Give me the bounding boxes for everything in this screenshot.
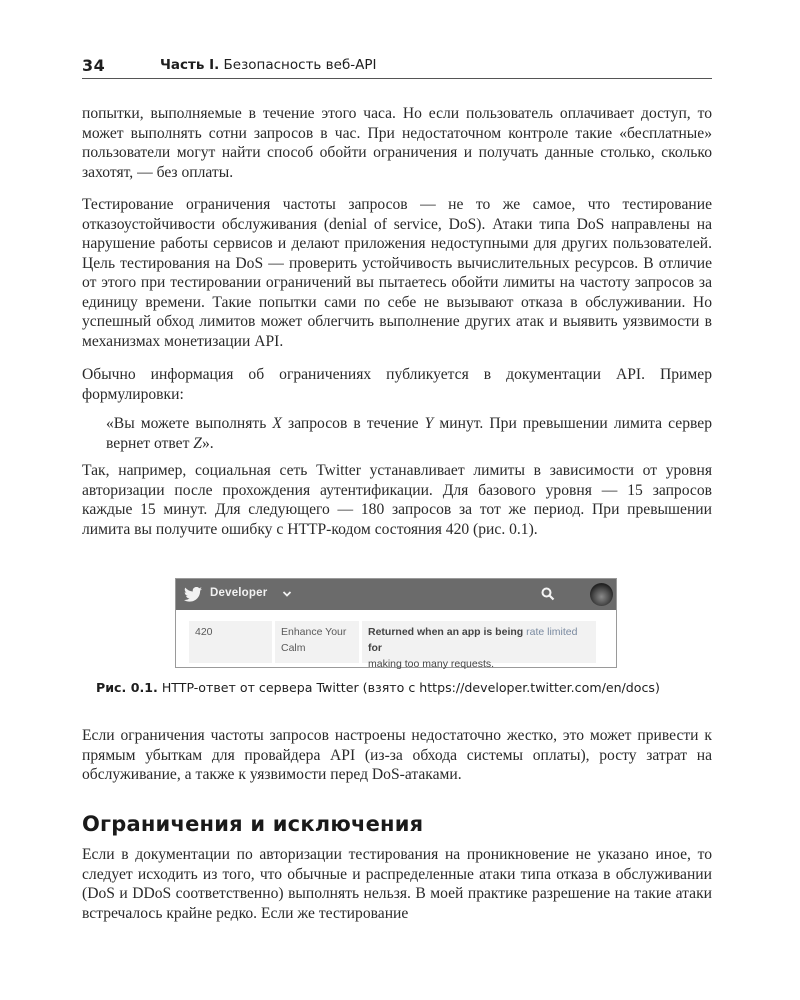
- paragraph-1: [82, 104, 712, 182]
- status-name-line: Enhance Your: [281, 626, 347, 638]
- quote-variable-y: Y: [424, 415, 434, 432]
- rate-limited-link[interactable]: rate limited: [526, 626, 578, 638]
- quote-text: «Вы можете выполнять: [106, 415, 273, 432]
- paragraph-2: [82, 195, 712, 351]
- section-heading: Ограничения и исключения: [82, 812, 424, 836]
- running-head: [160, 57, 377, 73]
- part-title: Безопасность веб-API: [223, 57, 377, 73]
- figure-caption: [96, 680, 660, 695]
- paragraph-6: [82, 845, 712, 923]
- status-name-line: Calm: [281, 642, 306, 654]
- page-header: [82, 56, 712, 79]
- status-code-cell: 420: [189, 621, 272, 663]
- quote-text: ».: [201, 434, 214, 452]
- twitter-bird-icon: [184, 587, 202, 602]
- developer-brand-label[interactable]: Developer: [210, 587, 268, 599]
- paragraph-text: Так, например, социальная сеть Twitter устанавливает лимиты в зависимости от уровня авторизации после прохождения аутентификации. Для базового уровня — 15 запросов каждые 15 минут. Для следующего — 180 запросов за тот же период. При превышении лимита вы получите ошибку с HTTP-кодом состояния 420 (рис. 0.1).: [82, 462, 712, 538]
- status-description-cell: [362, 621, 596, 670]
- quote-variable-z: Z: [193, 434, 202, 452]
- quote-variable-x: X: [272, 415, 282, 432]
- paragraph-text: попытки, выполняемые в течение этого часа. Но если пользователь оплачивает доступ, то может выполнять сотни запросов в час. При недостаточном контроле такие «бесплатные» пользователи могут найти способ обойти ограничения и получать данные столько, сколько захотят, — без оплаты.: [82, 105, 712, 181]
- description-text: Returned when an app is being: [368, 626, 524, 638]
- paragraph-text: Если ограничения частоты запросов настроены недостаточно жестко, это может привести к прямым убыткам для провайдера API (из-за обхода системы оплаты), росту затрат на обслуживание, а также к уязвимости перед DoS-атаками.: [82, 727, 712, 783]
- part-label: Часть I.: [160, 57, 220, 73]
- description-text: for: [368, 642, 382, 654]
- quote-text: минут. При превышении лимита сервер вернет ответ: [106, 415, 712, 452]
- paragraph-text: Если в документации по авторизации тестирования на проникновение не указано иное, то следует исходить из того, что обычные и распределенные атаки типа отказа в обслуживании (DoS и DDoS соответственно) выполнять нельзя. В моей практике разрешение на такие атаки встречалось крайне редко. Если же тестирование: [82, 846, 712, 922]
- paragraph-5: [82, 726, 712, 785]
- user-avatar[interactable]: [590, 583, 613, 606]
- paragraph-text: Обычно информация об ограничениях публикуется в документации API. Пример формулировки:: [82, 366, 712, 403]
- block-quote: [106, 414, 712, 453]
- status-name-cell: [275, 621, 359, 663]
- search-icon[interactable]: [541, 587, 555, 601]
- figure-topbar: [176, 579, 616, 610]
- page-number: 34: [82, 56, 106, 75]
- chevron-down-icon[interactable]: [282, 590, 292, 598]
- response-code-row: [189, 621, 596, 670]
- paragraph-text: Тестирование ограничения частоты запросов — не то же самое, что тестирование отказоустойчивости обслуживания (denial of service, DoS). Атаки типа DoS направлены на нарушение работы сервисов и делают приложения недоступными для других пользователей. Цель тестирования на DoS — проверить устойчивость вычислительных ресурсов. В отличие от этого при тестировании ограничений вы пытаетесь обойти лимиты на частоту запросов за единицу времени. Такие попытки сами по себе не вызывают отказа в обслуживании. Но успешный обход лимитов может облегчить выполнение других атак и выявить уязвимости в механизмах монетизации API.: [82, 196, 712, 350]
- description-text: making too many requests.: [368, 658, 495, 670]
- caption-text: HTTP-ответ от сервера Twitter (взято с https://developer.twitter.com/en/docs): [161, 680, 660, 695]
- paragraph-3: [82, 365, 712, 404]
- quote-text: запросов в течение: [281, 415, 425, 432]
- paragraph-4: [82, 461, 712, 539]
- figure-twitter-screenshot: [175, 578, 617, 668]
- caption-label: Рис. 0.1.: [96, 680, 158, 695]
